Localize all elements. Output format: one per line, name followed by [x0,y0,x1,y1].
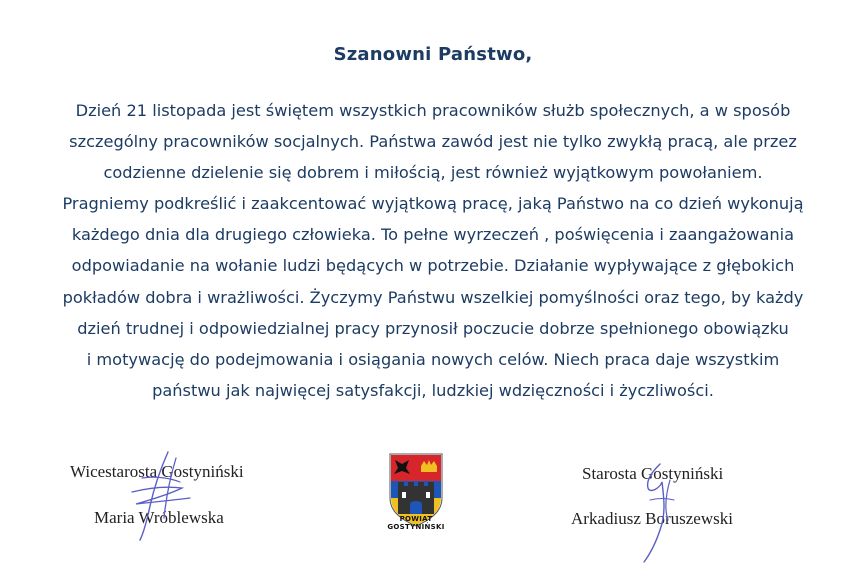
letter-line: codzienne dzielenie się dobrem i miłością, jest również wyjątkowym powołaniem. [103,163,763,183]
letter-line: każdego dnia dla drugiego człowieka. To pełne wyrzeczeń , poświęcenia i zaangażowania [71,225,795,245]
right-handwritten-signature [630,458,690,568]
left-signatory-name: Maria Wróblewska [94,508,224,527]
left-signatory-title: Wicestarosta Gostyniński [70,462,244,481]
crest-caption-line2: GOSTYNIŃSKI [387,523,445,531]
right-signatory-name: Arkadiusz Boruszewski [571,509,733,528]
letter-line: pokładów dobra i wrażliwości. Życzymy Państwu wszelkiej pomyślności oraz tego, by każdy [62,287,804,307]
letter-line: i motywację do podejmowania i osiągania nowych celów. Niech praca daje wszystkim [86,349,780,369]
letter-line: dzień trudnej i odpowiedzialnej pracy przynosił poczucie dobrze spełnionego obowiązku [77,318,789,338]
letter-line: odpowiadanie na wołanie ludzi będących w potrzebie. Działanie wypływające z głębokich [71,256,795,276]
crest-caption-line1: POWIAT [399,515,433,523]
letter-line: Pragniemy podkreślić i zaakcentować wyjątkową pracę, jaką Państwo na co dzień wykonują [62,194,804,214]
letter-greeting: Szanowni Państwo, [333,44,533,65]
left-handwritten-signature [120,448,200,544]
letter-line: Dzień 21 listopada jest świętem wszystkich pracowników służb społecznych, a w sposób [75,101,791,120]
right-signatory-title: Starosta Gostyniński [582,464,724,483]
letter-line: szczególny pracowników socjalnych. Państwa zawód jest nie tylko zwykłą pracą, ale przez [69,132,797,152]
letter-body [20,95,846,406]
letter-line: państwu jak najwięcej satysfakcji, ludzkiej wdzięczności i życzliwości. [152,380,714,400]
